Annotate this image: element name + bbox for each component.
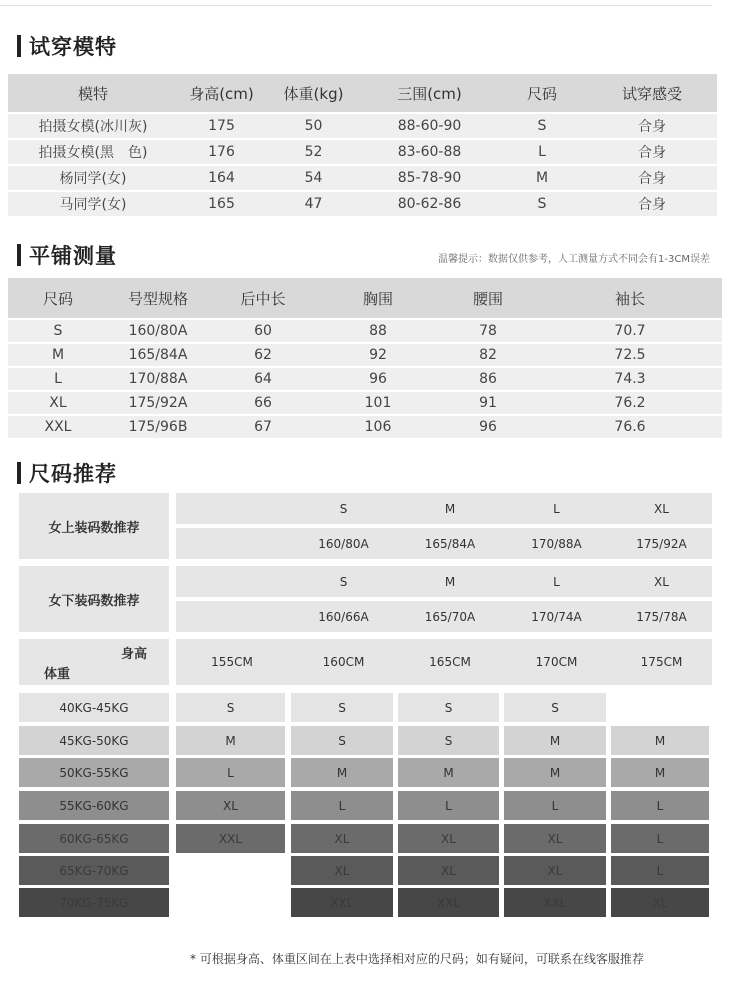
table-cell: 60	[208, 319, 318, 343]
column-header: 腰围	[438, 278, 538, 319]
table-cell: 合身	[587, 191, 717, 216]
size-matrix-cell: S	[398, 693, 499, 722]
size-matrix-cell: L	[611, 791, 709, 820]
table-cell: S	[497, 113, 587, 139]
table-cell: 62	[208, 343, 318, 367]
size-matrix-cell: XXL	[504, 888, 606, 917]
measurement-note: 温馨提示：数据仅供参考，人工测量方式不同会有1-3CM误差	[438, 254, 710, 265]
table-cell: 170/88A	[108, 367, 208, 391]
fitting-models-table	[8, 74, 717, 216]
top-spec-cell: 165/84A	[424, 536, 476, 551]
bottom-size-cell: L	[553, 574, 560, 589]
weight-label-cell: 40KG-45KG	[19, 693, 169, 722]
table-cell: 67	[208, 415, 318, 438]
table-row	[8, 343, 722, 367]
table-cell: 合身	[587, 165, 717, 191]
table-cell: 杨同学(女)	[8, 165, 178, 191]
table-cell: 拍摄女模(黑 色)	[8, 139, 178, 165]
table-cell: 马同学(女)	[8, 191, 178, 216]
size-matrix-cell: XXL	[398, 888, 499, 917]
height-header-cell: 160CM	[322, 655, 365, 669]
bottom-size-cell: S	[339, 574, 348, 589]
table-cell: L	[497, 139, 587, 165]
footnote: * 可根据身高、体重区间在上表中选择相对应的尺码；如有疑问，可联系在线客服推荐	[190, 952, 644, 966]
table-cell: 85-78-90	[362, 165, 497, 191]
column-header: 后中长	[208, 278, 318, 319]
size-matrix-cell: XXL	[176, 824, 285, 853]
table-cell: 106	[318, 415, 438, 438]
size-matrix-cell: M	[611, 726, 709, 755]
table-cell: 175/96B	[108, 415, 208, 438]
table-cell: XXL	[8, 415, 108, 438]
table-cell: 76.6	[538, 415, 722, 438]
size-matrix-cell: S	[504, 693, 606, 722]
column-header: 身高(cm)	[178, 74, 265, 113]
size-matrix-cell: XL	[291, 856, 393, 885]
bottom-size-cell: XL	[654, 574, 669, 589]
table-cell: 91	[438, 391, 538, 415]
size-recommendation-grid	[19, 493, 712, 918]
table-cell: 88	[318, 319, 438, 343]
table-cell: 175	[178, 113, 265, 139]
column-header: 尺码	[497, 74, 587, 113]
top-divider	[0, 5, 712, 6]
height-header-cell: 155CM	[211, 655, 253, 669]
table-cell: 70.7	[538, 319, 722, 343]
size-matrix-cell: M	[398, 758, 499, 787]
size-matrix-cell: S	[291, 693, 393, 722]
table-cell: S	[8, 319, 108, 343]
table-cell: 66	[208, 391, 318, 415]
table-cell: 86	[438, 367, 538, 391]
size-matrix-cell: L	[291, 791, 393, 820]
table-cell: 82	[438, 343, 538, 367]
size-matrix-cell: XL	[398, 856, 499, 885]
size-matrix-cell: M	[504, 758, 606, 787]
table-cell: 101	[318, 391, 438, 415]
top-size-cell: L	[553, 501, 560, 516]
table-cell: 47	[265, 191, 362, 216]
top-size-label: 女上装码数推荐	[19, 493, 169, 559]
size-matrix-cell: S	[176, 693, 285, 722]
table-cell: 78	[438, 319, 538, 343]
table-row	[8, 415, 722, 438]
top-size-cell: S	[339, 501, 348, 516]
table-cell: 176	[178, 139, 265, 165]
title-bar-icon	[17, 244, 21, 266]
table-cell: 164	[178, 165, 265, 191]
table-cell: 175/92A	[108, 391, 208, 415]
table-row	[8, 367, 722, 391]
table-cell: 54	[265, 165, 362, 191]
bottom-spec-cell: 175/78A	[636, 609, 687, 624]
height-header-cell: 165CM	[429, 655, 471, 669]
size-matrix-cell: XXL	[291, 888, 393, 917]
weight-label: 体重	[43, 666, 70, 682]
size-matrix-cell: M	[611, 758, 709, 787]
size-matrix-cell: L	[611, 856, 709, 885]
section-title-text: 试穿模特	[29, 35, 117, 59]
top-size-cell: XL	[654, 501, 669, 516]
top-size-cell: M	[444, 501, 456, 516]
bottom-spec-cell: 170/74A	[531, 609, 582, 624]
table-cell: 50	[265, 113, 362, 139]
section-title-recommend	[17, 459, 117, 487]
table-row	[8, 391, 722, 415]
size-matrix-cell: XL	[176, 791, 285, 820]
bottom-spec-cell: 165/70A	[424, 609, 476, 624]
size-matrix-cell: S	[291, 726, 393, 755]
section-title-text: 平铺测量	[29, 244, 117, 268]
size-matrix-cell: L	[611, 824, 709, 853]
table-cell: M	[497, 165, 587, 191]
table-row	[8, 139, 717, 165]
weight-label-cell: 70KG-75KG	[19, 888, 169, 917]
table-cell: 52	[265, 139, 362, 165]
column-header: 模特	[8, 74, 178, 113]
table-cell: 165/84A	[108, 343, 208, 367]
section-title-fitting	[17, 32, 117, 60]
table-cell: 83-60-88	[362, 139, 497, 165]
table-cell: 96	[318, 367, 438, 391]
column-header: 试穿感受	[587, 74, 717, 113]
table-cell: 合身	[587, 139, 717, 165]
table-cell: M	[8, 343, 108, 367]
table-row	[8, 191, 717, 216]
size-matrix-cell: L	[504, 791, 606, 820]
weight-label-cell: 50KG-55KG	[19, 758, 169, 787]
size-matrix-cell: M	[291, 758, 393, 787]
column-header: 胸围	[318, 278, 438, 319]
table-cell: 96	[438, 415, 538, 438]
table-cell: 76.2	[538, 391, 722, 415]
height-header-cell: 170CM	[535, 655, 578, 669]
size-matrix-cell: M	[176, 726, 285, 755]
weight-label-cell: 45KG-50KG	[19, 726, 169, 755]
table-header-row	[8, 74, 717, 113]
table-cell: XL	[8, 391, 108, 415]
table-cell: 88-60-90	[362, 113, 497, 139]
bottom-spec-cell: 160/66A	[318, 609, 369, 624]
table-cell: S	[497, 191, 587, 216]
table-cell: 92	[318, 343, 438, 367]
size-matrix-cell: XL	[504, 856, 606, 885]
size-matrix-cell: XL	[504, 824, 606, 853]
flat-measurement-table	[8, 278, 722, 438]
table-row	[8, 113, 717, 139]
table-cell: 合身	[587, 113, 717, 139]
table-cell: 160/80A	[108, 319, 208, 343]
table-cell: L	[8, 367, 108, 391]
table-row	[8, 165, 717, 191]
top-spec-cell: 170/88A	[531, 536, 582, 551]
size-matrix-cell: M	[504, 726, 606, 755]
size-matrix-cell: L	[176, 758, 285, 787]
weight-label-cell: 55KG-60KG	[19, 791, 169, 820]
table-cell: 72.5	[538, 343, 722, 367]
weight-label-cell: 65KG-70KG	[19, 856, 169, 885]
column-header: 号型规格	[108, 278, 208, 319]
table-cell: 64	[208, 367, 318, 391]
table-row	[8, 319, 722, 343]
bottom-size-cell: M	[444, 574, 456, 589]
size-matrix-cell: XL	[398, 824, 499, 853]
size-matrix-cell: XL	[611, 888, 709, 917]
column-header: 袖长	[538, 278, 722, 319]
table-cell: 拍摄女模(冰川灰)	[8, 113, 178, 139]
title-bar-icon	[17, 462, 21, 484]
height-label: 身高	[120, 646, 147, 662]
column-header: 三围(cm)	[362, 74, 497, 113]
weight-label-cell: 60KG-65KG	[19, 824, 169, 853]
table-cell: 165	[178, 191, 265, 216]
table-header-row	[8, 278, 722, 319]
column-header: 尺码	[8, 278, 108, 319]
size-matrix-cell: XL	[291, 824, 393, 853]
table-cell: 80-62-86	[362, 191, 497, 216]
size-matrix-cell: S	[398, 726, 499, 755]
column-header: 体重(kg)	[265, 74, 362, 113]
table-cell: 74.3	[538, 367, 722, 391]
section-title-flat	[17, 241, 117, 269]
size-matrix-cell: L	[398, 791, 499, 820]
top-spec-cell: 160/80A	[318, 536, 369, 551]
top-spec-cell: 175/92A	[636, 536, 687, 551]
section-title-text: 尺码推荐	[29, 462, 117, 486]
height-header-cell: 175CM	[640, 655, 683, 669]
title-bar-icon	[17, 35, 21, 57]
bottom-size-label: 女下装码数推荐	[19, 566, 169, 632]
